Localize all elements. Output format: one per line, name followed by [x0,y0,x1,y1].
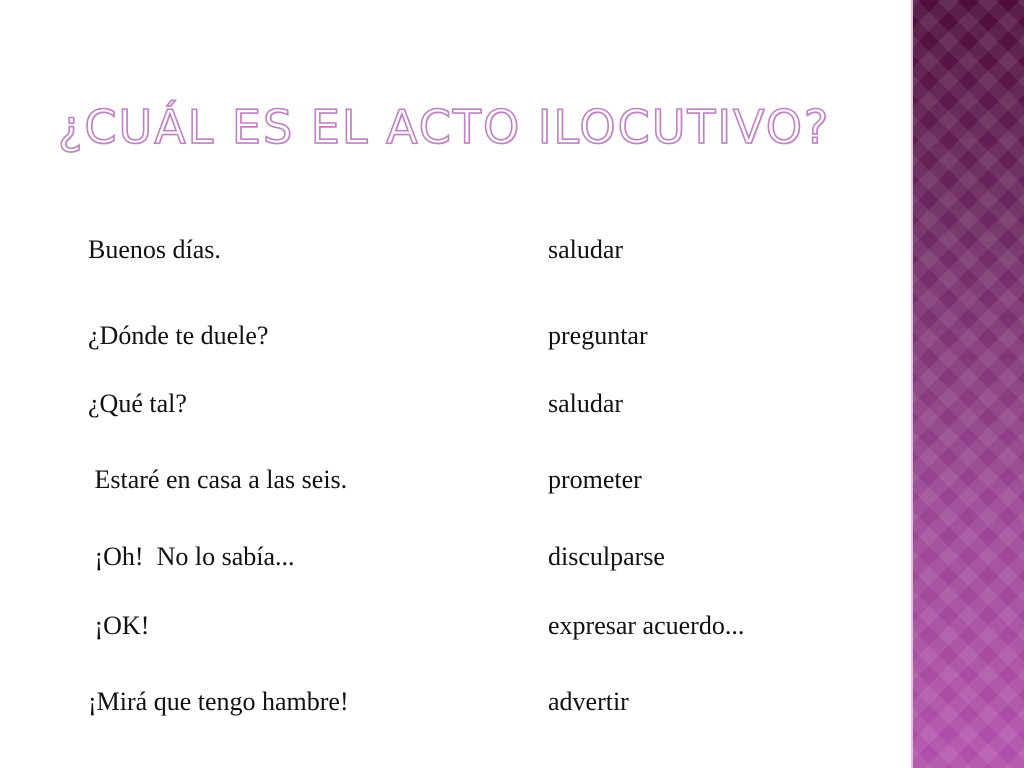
speech-phrase: ¿Dónde te duele? [88,321,269,350]
illocutionary-act: disculparse [548,542,665,571]
illocutionary-act: prometer [548,465,642,494]
decorative-side-band [913,0,1024,768]
speech-phrase: Estaré en casa a las seis. [88,465,348,494]
illocutionary-act: saludar [548,235,624,264]
slide-title: ¿CUÁL ES EL ACTO ILOCUTIVO? [58,100,831,154]
speech-phrase: ¿Qué tal? [88,389,187,418]
illocutionary-act: advertir [548,687,629,716]
list-item [88,539,888,575]
list-item [88,608,888,644]
list-item [88,318,888,354]
speech-phrase: Buenos días. [88,235,221,264]
list-item [88,684,888,720]
illocutionary-act: expresar acuerdo... [548,611,745,640]
list-item [88,232,888,268]
speech-phrase: ¡Mirá que tengo hambre! [88,687,349,716]
speech-phrase: ¡OK! [88,611,150,640]
speech-phrase: ¡Oh! No lo sabía... [88,542,295,571]
list-item [88,386,888,422]
illocutionary-act: saludar [548,389,624,418]
list-item [88,462,888,498]
illocutionary-act: preguntar [548,321,648,350]
